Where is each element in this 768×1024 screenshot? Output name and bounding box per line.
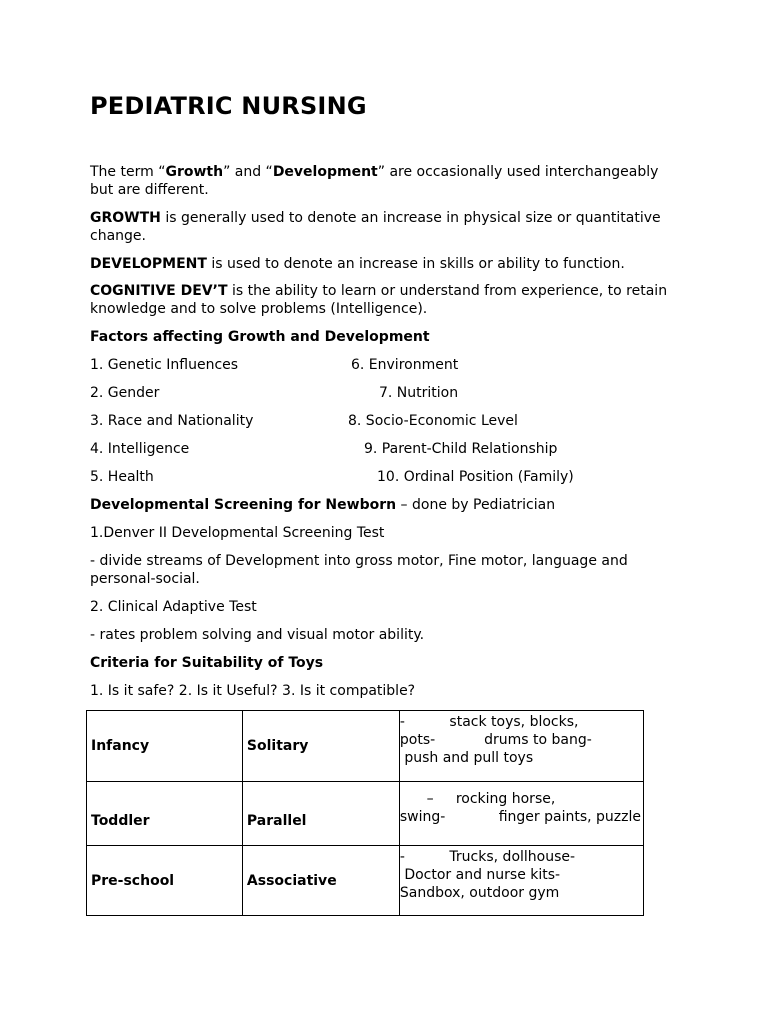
toy-example-line: push and pull toys	[399, 750, 534, 766]
toy-examples-cell	[399, 782, 643, 846]
factor-item: 10. Ordinal Position (Family)	[377, 469, 574, 485]
factor-item: 7. Nutrition	[379, 385, 459, 401]
definition-text: change.	[90, 228, 146, 244]
stage-cell: Toddler	[87, 782, 243, 846]
intro-text: but are different.	[90, 182, 209, 198]
play-type-cell: Associative	[242, 846, 399, 916]
toys-criteria: 1. Is it safe? 2. Is it Useful? 3. Is it compatible?	[90, 683, 416, 699]
factor-item: 5. Health	[90, 469, 154, 485]
play-type-cell: Parallel	[242, 782, 399, 846]
toys-heading-text: Criteria for Suitability of Toys	[90, 655, 324, 671]
definition-text: is used to denote an increase in skills or ability to function.	[206, 256, 625, 272]
development-bold-word: Development	[272, 164, 378, 180]
factors-heading-text: Factors affecting Growth and Development	[90, 329, 430, 345]
description-text: personal-social.	[90, 571, 200, 587]
growth-bold-word: Growth	[165, 164, 224, 180]
factors-heading	[90, 328, 670, 346]
description-text: - divide streams of Development into gross motor, Fine motor, language and	[90, 553, 628, 569]
toys-table	[86, 710, 644, 916]
factor-item: 1. Genetic Influences	[90, 357, 239, 373]
development-definition	[90, 255, 670, 273]
play-type-cell: Solitary	[242, 711, 399, 782]
intro-paragraph	[90, 163, 670, 199]
toy-examples-cell	[399, 846, 643, 916]
factor-item: 3. Race and Nationality	[90, 413, 254, 429]
factor-item: 6. Environment	[351, 357, 459, 373]
definition-text: is the ability to learn or understand from experience, to retain	[227, 283, 668, 299]
screening-test-1-description	[90, 552, 670, 588]
definition-text: is generally used to denote an increase in physical size or quantitative	[160, 210, 661, 226]
factor-item: 9. Parent-Child Relationship	[364, 441, 558, 457]
stage-cell: Pre-school	[87, 846, 243, 916]
intro-text: The term “	[90, 164, 166, 180]
growth-definition	[90, 209, 670, 245]
intro-text: ” and “	[223, 164, 273, 180]
cognitive-term: COGNITIVE DEV’T	[90, 283, 228, 299]
table-row	[87, 711, 644, 782]
toy-example-line: pots- drums to bang-	[399, 732, 592, 748]
page-title: PEDIATRIC NURSING	[90, 92, 367, 120]
table-row	[87, 782, 644, 846]
screening-test-1: 1.Denver II Developmental Screening Test	[90, 525, 385, 541]
toy-example-line: Sandbox, outdoor gym	[399, 885, 560, 901]
toy-example-line: swing- finger paints, puzzle	[399, 809, 641, 825]
screening-test-2: 2. Clinical Adaptive Test	[90, 599, 257, 615]
growth-term: GROWTH	[90, 210, 161, 226]
factor-item: 8. Socio-Economic Level	[348, 413, 518, 429]
screening-test-2-description: - rates problem solving and visual motor ability.	[90, 627, 425, 643]
toy-examples-cell	[399, 711, 643, 782]
toy-example-line: Doctor and nurse kits-	[399, 867, 561, 883]
screening-heading-suffix: – done by Pediatrician	[396, 497, 556, 513]
screening-heading	[90, 496, 670, 514]
toy-example-line: – rocking horse,	[399, 791, 556, 807]
toy-example-line: - stack toys, blocks,	[399, 714, 579, 730]
table-row	[87, 846, 644, 916]
screening-heading-text: Developmental Screening for Newborn	[90, 497, 397, 513]
intro-text: ” are occasionally used interchangeably	[377, 164, 659, 180]
definition-text: knowledge and to solve problems (Intelligence).	[90, 301, 428, 317]
development-term: DEVELOPMENT	[90, 256, 207, 272]
factor-item: 2. Gender	[90, 385, 160, 401]
toy-example-line: - Trucks, dollhouse-	[399, 849, 576, 865]
cognitive-definition	[90, 282, 670, 318]
stage-cell: Infancy	[87, 711, 243, 782]
factor-item: 4. Intelligence	[90, 441, 190, 457]
toys-heading	[90, 654, 670, 672]
